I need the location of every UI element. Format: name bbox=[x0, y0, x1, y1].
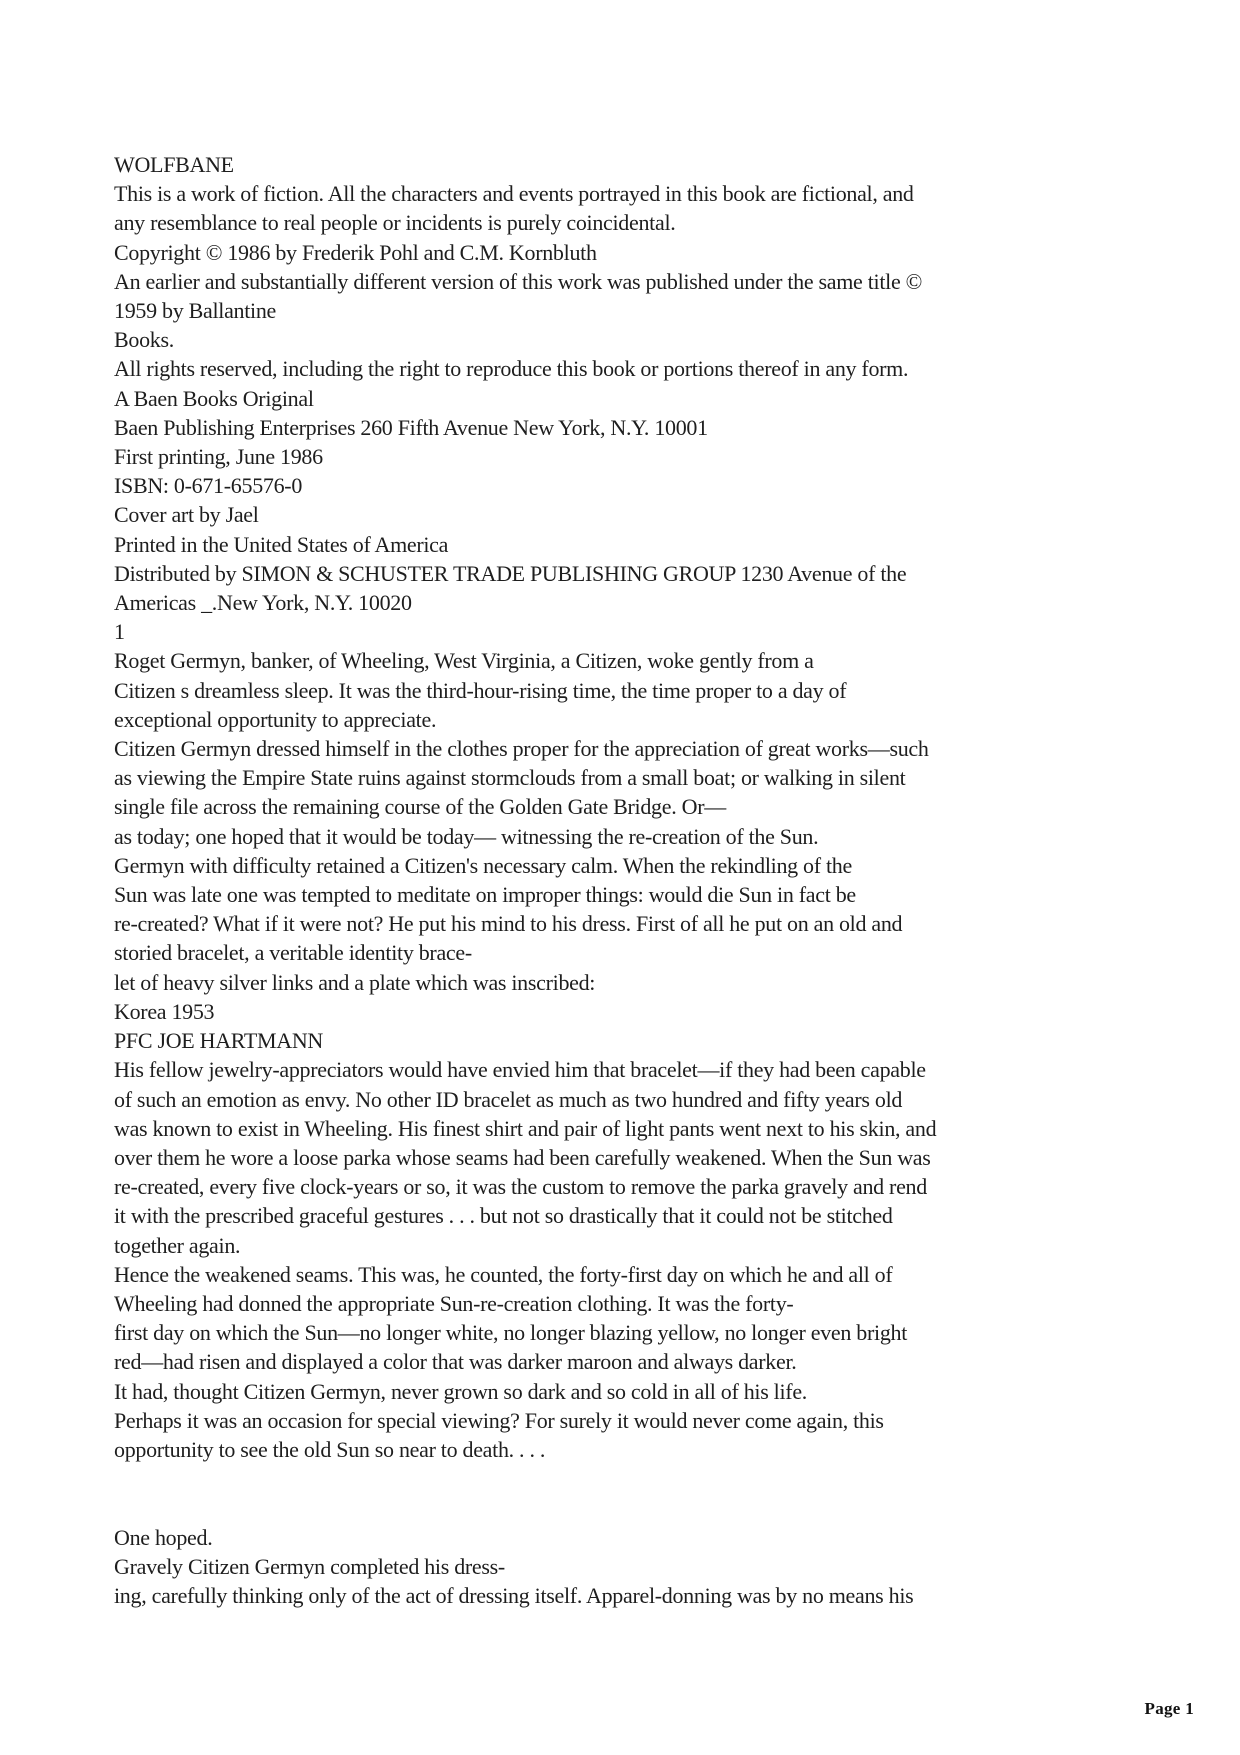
text-line: WOLFBANE bbox=[114, 152, 234, 177]
text-line: first day on which the Sun—no longer white, no longer blazing yellow, no longer even bright bbox=[114, 1320, 908, 1346]
text-line: let of heavy silver links and a plate which was inscribed: bbox=[114, 969, 596, 995]
text-line: Korea 1953 bbox=[114, 998, 215, 1024]
text-line: Roget Germyn, banker, of Wheeling, West Virginia, a Citizen, woke gently from a bbox=[114, 648, 814, 674]
text-line: Hence the weakened seams. This was, he counted, the forty-first day on which he and all of bbox=[114, 1261, 893, 1287]
text-line: Gravely Citizen Germyn completed his dress- bbox=[114, 1553, 505, 1579]
text-line: over them he wore a loose parka whose seams had been carefully weakened. When the Sun was bbox=[114, 1144, 931, 1170]
text-line: storied bracelet, a veritable identity brace- bbox=[114, 940, 472, 966]
text-line: First printing, June 1986 bbox=[114, 444, 323, 470]
text-line: Distributed by SIMON & SCHUSTER TRADE PUBLISHING GROUP 1230 Avenue of the bbox=[114, 560, 907, 586]
text-line bbox=[114, 1493, 1136, 1522]
text-line: re-created, every five clock-years or so, it was the custom to remove the parka gravely and rend bbox=[114, 1174, 927, 1200]
text-line: Sun was late one was tempted to meditate on improper things: would die Sun in fact be bbox=[114, 882, 856, 908]
text-line: Books. bbox=[114, 327, 174, 353]
text-line: Citizen Germyn dressed himself in the clothes proper for the appreciation of great works—such bbox=[114, 736, 929, 762]
text-line: Perhaps it was an occasion for special viewing? For surely it would never come again, this bbox=[114, 1407, 884, 1433]
body-text bbox=[114, 150, 1136, 1610]
text-line: Citizen s dreamless sleep. It was the third-hour-rising time, the time proper to a day of bbox=[114, 677, 847, 703]
text-line: red—had risen and displayed a color that was darker maroon and always darker. bbox=[114, 1349, 797, 1375]
text-line: ISBN: 0-671-65576-0 bbox=[114, 473, 303, 499]
text-line: An earlier and substantially different version of this work was published under the same title © bbox=[114, 268, 923, 294]
text-line: opportunity to see the old Sun so near to death. . . . bbox=[114, 1436, 546, 1462]
text-line: Copyright © 1986 by Frederik Pohl and C.M. Kornbluth bbox=[114, 239, 597, 265]
text-line: Baen Publishing Enterprises 260 Fifth Avenue New York, N.Y. 10001 bbox=[114, 414, 708, 440]
text-line: Germyn with difficulty retained a Citizen's necessary calm. When the rekindling of the bbox=[114, 852, 852, 878]
text-line: single file across the remaining course of the Golden Gate Bridge. Or— bbox=[114, 794, 726, 820]
text-line: 1959 by Ballantine bbox=[114, 298, 277, 324]
text-line: as viewing the Empire State ruins against stormclouds from a small boat; or walking in silent bbox=[114, 765, 906, 791]
text-line: Cover art by Jael bbox=[114, 502, 259, 528]
text-line: His fellow jewelry-appreciators would have envied him that bracelet—if they had been capable bbox=[114, 1057, 926, 1083]
text-line: A Baen Books Original bbox=[114, 385, 314, 411]
text-line: of such an emotion as envy. No other ID bracelet as much as two hundred and fifty years old bbox=[114, 1086, 903, 1112]
text-line: Printed in the United States of America bbox=[114, 531, 449, 557]
text-line: Wheeling had donned the appropriate Sun-re-creation clothing. It was the forty- bbox=[114, 1290, 794, 1316]
text-line: it with the prescribed graceful gestures . . . but not so drastically that it could not be stitched bbox=[114, 1203, 893, 1229]
text-line: 1 bbox=[114, 619, 125, 645]
text-line: Americas _.New York, N.Y. 10020 bbox=[114, 590, 412, 616]
text-line: any resemblance to real people or incidents is purely coincidental. bbox=[114, 210, 676, 236]
text-line: re-created? What if it were not? He put his mind to his dress. First of all he put on an old and bbox=[114, 911, 903, 937]
page-number-label: Page 1 bbox=[1144, 1699, 1194, 1718]
text-line: ing, carefully thinking only of the act of dressing itself. Apparel-donning was by no means his bbox=[114, 1582, 914, 1608]
text-line: exceptional opportunity to appreciate. bbox=[114, 706, 437, 732]
text-line bbox=[114, 1464, 1136, 1493]
text-line: This is a work of fiction. All the characters and events portrayed in this book are fictional, and bbox=[114, 181, 914, 207]
text-line: All rights reserved, including the right to reproduce this book or portions thereof in any form. bbox=[114, 356, 909, 382]
text-line: PFC JOE HARTMANN bbox=[114, 1028, 324, 1054]
text-line: One hoped. bbox=[114, 1524, 213, 1550]
text-line: together again. bbox=[114, 1232, 241, 1258]
text-line: It had, thought Citizen Germyn, never grown so dark and so cold in all of his life. bbox=[114, 1378, 808, 1404]
text-line: was known to exist in Wheeling. His finest shirt and pair of light pants went next to his skin, and bbox=[114, 1115, 937, 1141]
text-line: as today; one hoped that it would be today— witnessing the re-creation of the Sun. bbox=[114, 823, 819, 849]
